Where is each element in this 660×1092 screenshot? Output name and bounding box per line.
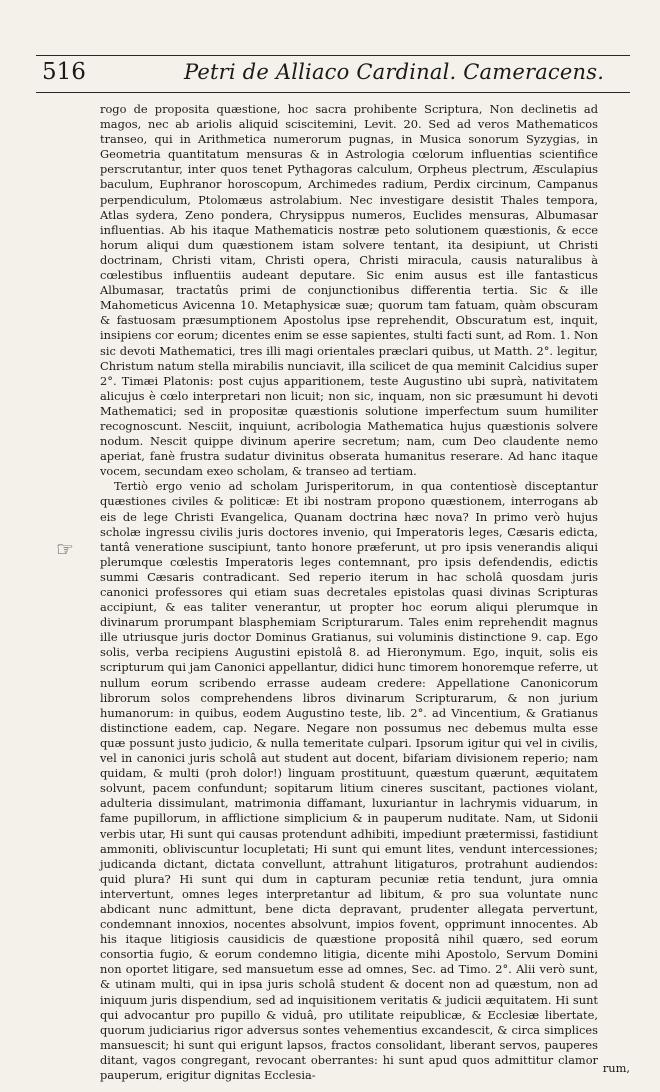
pointing-hand-icon: ☞ [56, 537, 74, 561]
running-title: Petri de Alliaco Cardinal. Cameracens. [184, 60, 605, 84]
header-top-rule [36, 55, 630, 56]
header-bottom-rule [36, 92, 630, 93]
paragraph-1: rogo de proposita quæstione, hoc sacra prohibente Scriptura, Non declinetis ad magos, nec ab ariolis aliquid sciscitemini, Levit. 20. Sed ad veros Mathematicos transeo, qui in Arithmetica numerorum pugnas, in Musica sonorum Syzygias, in Geometria quantitatum mensuras & in Astrologia cœlorum influentias scientifice perscrutantur, inter quos tenet Pythagoras calculum, Orpheus plectrum, Æsculapius baculum, Euphranor horoscopum, Archimedes radium, Perdix circinum, Campanus perpendiculum, Ptolomæus astrolabium. Nec investigare desistit Thales tempora, Atlas sydera, Zeno pondera, Chrysippus numeros, Euclides mensuras, Albumasar influentias. Ab his itaque Mathematicis nostræ peto solutionem quæstionis, & ecce horum aliqui dum quæstionem istam solvere tentant, ita desipiunt, ut Christi doctrinam, Christi vitam, Christi opera, Christi miracula, causis naturalibus à cœlestibus influentiis audeant deputare. Sic enim ausus est ille fantasticus Albumasar, tractatûs primi de conjunctionibus differentia tertia. Sic & ille Mahometicus Avicenna 10. Metaphysicæ suæ; quorum tam fatuam, quàm obscuram & fastuosam præsumptionem Apostolus ipse reprehendit, Obscuratum est, inquit, insipiens cor eorum; dicentes enim se esse sapientes, stulti facti sunt, ad Rom. 1. Non sic devoti Mathematici, tres illi magi orientales præclari quibus, ut Matth. 2°. legitur, Christum natum stella mirabilis nunciavit, illa scilicet de qua meminit Calcidius super 2°. Timæi Platonis: post cujus apparitionem, teste Augustino ubi suprà, nativitatem alicujus è cœlo interpretari non licuit; non sic, inquam, non sic præsumunt hi devoti Mathematici; sed in propositæ quæstionis solutione imperfectum suum humiliter recognoscunt. Nesciit, inquiunt, acribologia Mathematica hujus quæstionis solvere nodum. Nescit quippe divinum aperire secretum; nam, cum Deo claudente nemo aperiat, fanè frustra sudatur divinitus obserata humanitus reserare. Ad hanc itaque vocem, secundam exeo scholam, & transeo ad tertiam. [100, 102, 598, 479]
page-number: 516 [42, 59, 86, 85]
catchword: rum, [602, 1061, 630, 1075]
text-body [100, 102, 598, 1083]
paragraph-2: Tertiò ergo venio ad scholam Jurisperitorum, in qua contentiosè disceptantur quæstiones civiles & politicæ: Et ibi nostram propono quæstionem, interrogans ab eis de lege Christi Evangelica, Quanam doctrina hæc nova? In primo verò hujus scholæ ingressu civilis juris doctores invenio, qui Imperatoris leges, Cæsaris edicta, tantâ veneratione suscipiunt, tanto honore præferunt, ut pro ipsis venerandis aliqui plerumque cœlestis Imperatoris leges contemnant, pro ipsis defendendis, edictis summi Cæsaris contradicant. Sed reperio iterum in hac scholâ quosdam juris canonici professores qui etiam suas decretales epistolas quasi divinas Scripturas accipiunt, & eas taliter venerantur, ut propter hoc eorum aliqui plerumque in divinarum prorumpant blasphemiam Scripturarum. Tales enim reprehendit magnus ille utriusque juris doctor Dominus Gratianus, sui voluminis distinctione 9. cap. Ego solis, verba recipiens Augustini epistolâ 8. ad Hieronymum. Ego, inquit, solis eis scripturum qui jam Canonici appellantur, didici hunc timorem honoremque referre, ut nullum eorum scribendo errasse audeam credere: Appellatione Canonicorum librorum solos comprehendens libros divinarum Scripturarum, & non jurium humanorum: in quibus, eodem Augustino teste, lib. 2°. ad Vincentium, & Gratianus distinctione eadem, cap. Negare. Negare non possumus nec debemus multa esse quæ possunt justo judicio, & nulla temeritate culpari. Ipsorum igitur qui vel in civilis, vel in canonici juris scholâ aut student aut docent, bifariam divisionem reperio; nam quidam, & multi (proh dolor!) linguam prostituunt, quæstum quærunt, æquitatem solvunt, pacem confundunt; sopitarum litium cineres suscitant, pactiones violant, adulteria dissimulant, matrimonia diffamant, luxuriantur in lachrymis viduarum, in fame pupillorum, in afflictione simplicium & in pauperum nuditate. Nam, ut Sidonii verbis utar, Hi sunt qui causas protendunt adhibiti, impediunt prætermissi, fastidiunt ammoniti, obliviscuntur locupletati; Hi sunt qui emunt lites, vendunt intercessiones; judicanda dictant, dictata convellunt, attrahunt litigaturos, protrahunt audiendos: quid plura? Hi sunt qui dum in capturam pecuniæ retia tendunt, jura omnia intervertunt, omnes leges interpretantur ad libitum, & pro sua voluntate nunc abdicant nunc admittunt, bene dicta depravant, prudenter allegata pervertunt, condemnant innoxios, nocentes absolvunt, impios fovent, opprimunt innocentes. Ab his itaque litigiosis causidicis de quæstione propositâ nihil quæro, sed eorum consortia fugio, & eorum condemno litigia, dicente mihi Apostolo, Servum Domini non oportet litigare, sed mansuetum esse ad omnes, Sec. ad Timo. 2°. Alii verò sunt, & utinam multi, qui in ipsa juris scholâ student & docent non ad quæstum, non ad iniquum juris dispendium, sed ad inquisitionem veritatis & judicii æquitatem. Hi sunt qui advocantur pro pupillo & viduâ, pro utilitate reipublicæ, & Ecclesiæ libertate, quorum judiciarius rigor adversus sontes vehementius excandescit, & circa simplices mansuescit; hi sunt qui erigunt lapsos, fractos consolidant, liberant servos, pauperes ditant, vagos congregant, revocant oberrantes: hi sunt apud quos admittitur clamor pauperum, erigitur dignitas Ecclesia- [100, 479, 598, 1082]
